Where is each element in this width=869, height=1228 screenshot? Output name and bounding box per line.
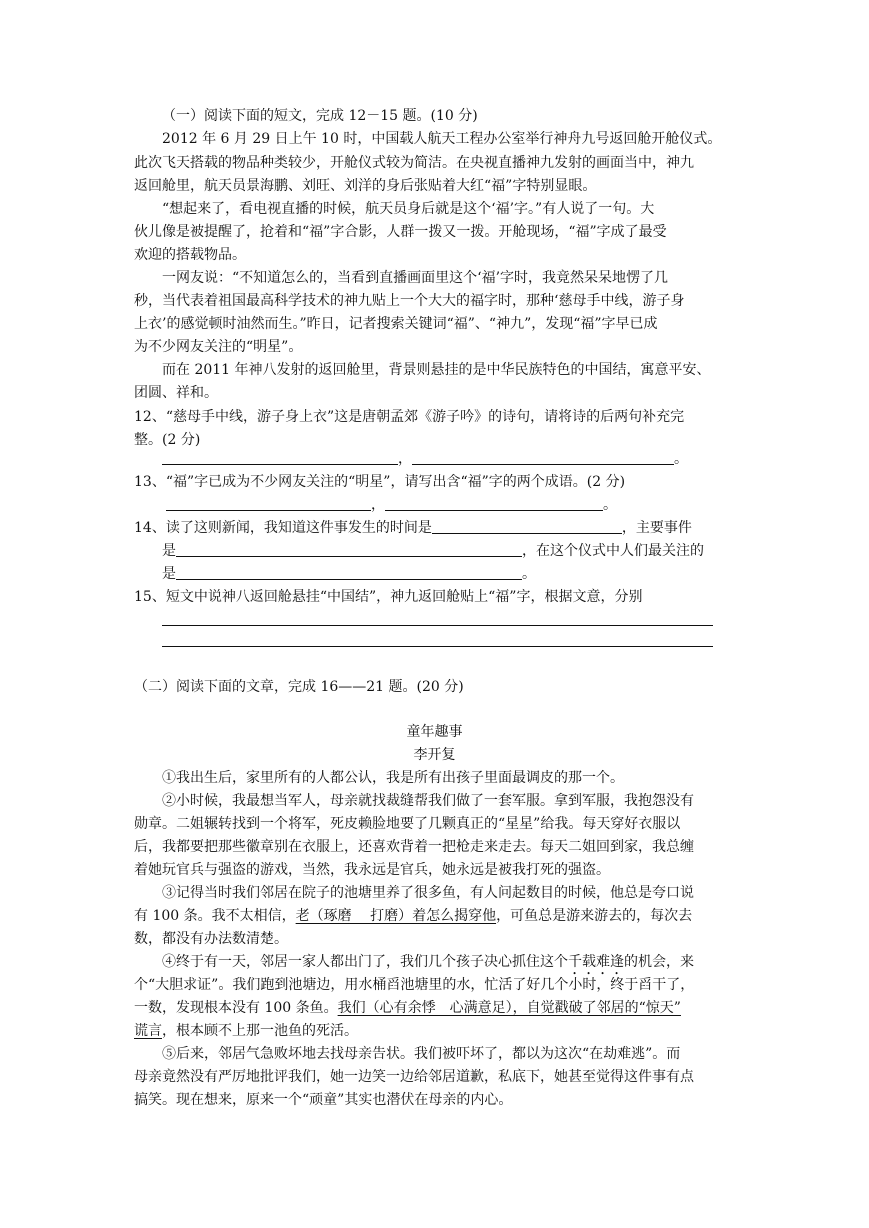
article-author: 李开复 bbox=[413, 747, 456, 763]
answer-blank[interactable] bbox=[166, 496, 371, 511]
underlined-sentence: 谎言 bbox=[134, 1023, 162, 1039]
passage-line: 为不少网友关注的“明星”。 bbox=[134, 339, 303, 355]
paragraph-3-line: 数，都没有办法数清楚。 bbox=[134, 931, 288, 947]
part2-heading: （二）阅读下面的文章，完成 16——21 题。(20 分) bbox=[134, 679, 464, 695]
paragraph-5-line: ⑤后来，邻居气急败坏地去找母亲告状。我们被吓坏了，都以为这次“在劫难逃”。而 bbox=[162, 1046, 681, 1062]
passage-line: “想起来了，看电视直播的时候，航天员身后就是这个‘福’字。”有人说了一句。大 bbox=[162, 201, 655, 217]
passage-line: 此次飞天搭载的物品种类较少，开舱仪式较为简洁。在央视直播神九发射的画面当中，神九 bbox=[134, 155, 694, 171]
passage-line: 一网友说：“不知道怎么的，当看到直播画面里这个‘福’字时，我竟然呆呆地愣了几 bbox=[162, 270, 669, 286]
question-12-cont: 整。(2 分) bbox=[134, 432, 201, 448]
question-13: 13、“福”字已成为不少网友关注的“明星”，请写出含“福”字的两个成语。(2 分) bbox=[134, 474, 626, 490]
passage-line: 秒，当代表着祖国最高科学技术的神九贴上一个大大的福字时，那种‘慈母手中线，游子身 bbox=[134, 293, 685, 309]
answer-row-13: ， 。 bbox=[166, 495, 617, 515]
answer-line[interactable] bbox=[162, 625, 713, 626]
dotted-phrase: 千载难逢 bbox=[568, 954, 624, 970]
paragraph-1: ①我出生后，家里所有的人都公认，我是所有出孩子里面最调皮的那一个。 bbox=[162, 770, 624, 786]
passage-line: 上衣’的感觉顿时油然而生。”昨日，记者搜索关键词“福”、“神九”，发现“福”字早已成 bbox=[134, 316, 658, 332]
question-12: 12、“慈母手中线，游子身上衣”这是唐朝孟郊《游子吟》的诗句，请将诗的后两句补充完 bbox=[134, 409, 685, 425]
paragraph-4-line: 谎言，根本顾不上那一池鱼的死活。 bbox=[134, 1023, 358, 1039]
passage-line: 返回舱里，航天员景海鹏、刘旺、刘洋的身后张贴着大红“福”字特别显眼。 bbox=[134, 178, 597, 194]
paragraph-4-line: 一数，发现根本没有 100 条鱼。我们（心有余悸 心满意足），自觉戳破了邻居的“惊天” bbox=[134, 1000, 681, 1016]
paragraph-2-line: 后，我都要把那些徽章别在衣服上，还喜欢背着一把枪走来走去。每天二姐回到家，我总缠 bbox=[134, 839, 694, 855]
paragraph-2-line: ②小时候，我最想当军人，母亲就找裁缝帮我们做了一套军服。拿到军服，我抱怨没有 bbox=[162, 793, 694, 809]
question-14-cont: 是 ，在这个仪式中人们最关注的 bbox=[162, 543, 704, 559]
paragraph-2-line: 着她玩官兵与强盗的游戏，当然，我永远是官兵，她永远是被我打死的强盗。 bbox=[134, 862, 610, 878]
answer-row-12: ， 。 bbox=[162, 449, 688, 469]
paragraph-3-line: 有 100 条。我不太相信，老（琢磨 打磨）着怎么揭穿他，可鱼总是游来游去的，每次去 bbox=[134, 908, 693, 924]
paragraph-5-line: 母亲竟然没有严厉地批评我们，她一边笑一边给邻居道歉，私底下，她甚至觉得这件事有点 bbox=[134, 1069, 694, 1085]
answer-line[interactable] bbox=[162, 646, 713, 647]
answer-blank[interactable] bbox=[176, 565, 522, 580]
passage-line: 2012 年 6 月 29 日上午 10 时，中国载人航天工程办公室举行神舟九号返回舱开舱仪式。 bbox=[162, 131, 722, 147]
paragraph-4-line: ④终于有一天，邻居一家人都出门了，我们几个孩子决心抓住这个千载难逢的机会，来 bbox=[162, 954, 694, 970]
question-14: 14、读了这则新闻，我知道这件事发生的时间是 ，主要事件 bbox=[134, 520, 692, 536]
paragraph-2-line: 勋章。二姐辗转找到一个将军，死皮赖脸地要了几颗真正的“星星”给我。每天穿好衣服以 bbox=[134, 816, 681, 832]
paragraph-4-line: 个“大胆求证”。我们跑到池塘边，用水桶舀池塘里的水，忙活了好几个小时，终于舀干了， bbox=[134, 977, 695, 993]
passage-line: 而在 2011 年神八发射的返回舱里，背景则悬挂的是中华民族特色的中国结，寓意平安、 bbox=[162, 362, 711, 378]
passage-line: 欢迎的搭载物品。 bbox=[134, 247, 246, 263]
paragraph-3-line: ③记得当时我们邻居在院子的池塘里养了很多鱼，有人问起数目的时候，他总是夸口说 bbox=[162, 885, 694, 901]
article-title: 童年趣事 bbox=[406, 724, 463, 740]
answer-blank[interactable] bbox=[162, 450, 398, 465]
answer-blank[interactable] bbox=[412, 450, 674, 465]
passage-line: 伙儿像是被提醒了，抢着和“福”字合影，人群一拨又一拨。开舱现场，“福”字成了最受 bbox=[134, 224, 667, 240]
answer-blank[interactable] bbox=[385, 496, 603, 511]
question-15: 15、短文中说神八返回舱悬挂“中国结”，神九返回舱贴上“福”字，根据文意，分别 bbox=[134, 589, 643, 605]
answer-blank[interactable] bbox=[432, 519, 622, 534]
answer-blank[interactable] bbox=[176, 542, 522, 557]
question-14-cont: 是 。 bbox=[162, 566, 536, 582]
paragraph-5-line: 搞笑。现在想来，原来一个“顽童”其实也潜伏在母亲的内心。 bbox=[134, 1092, 513, 1108]
passage-line: 团圆、祥和。 bbox=[134, 385, 218, 401]
part1-heading: （一）阅读下面的短文，完成 12－15 题。(10 分) bbox=[162, 108, 478, 124]
underlined-sentence: 我们（心有余悸 心满意足），自觉戳破了邻居的“惊天” bbox=[337, 1000, 681, 1016]
underlined-phrase: 老（琢磨 打磨）着怎么揭穿他 bbox=[295, 908, 497, 924]
